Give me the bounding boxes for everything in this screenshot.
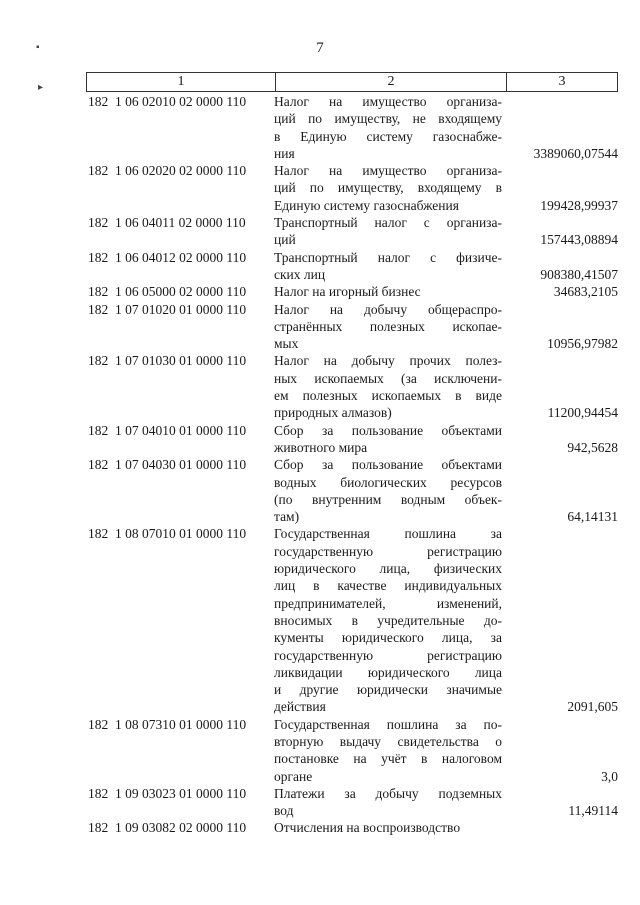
revenue-name-line: Государственная пошлина за по-	[274, 716, 502, 732]
revenue-name-line: вод	[274, 803, 294, 819]
revenue-name	[274, 162, 502, 214]
revenue-name-line: вторную выдачу свидетельства о	[274, 733, 502, 749]
revenue-name-line: Транспортный налог с организа-	[274, 215, 502, 231]
budget-code: 182 1 07 04010 01 0000 110	[88, 422, 247, 438]
revenue-name-line: Единую систему газоснабжения	[274, 197, 459, 213]
revenue-name-line: странённых полезных ископае-	[274, 318, 502, 334]
table-row	[88, 785, 618, 820]
amount-value: 908380,41507	[540, 266, 618, 282]
page-number: 7	[316, 40, 324, 56]
table-row	[88, 283, 618, 300]
amount-value: 157443,08894	[540, 232, 618, 248]
revenue-name-line: Налог на игорный бизнес	[274, 284, 421, 300]
revenue-name-line: ций	[274, 232, 296, 248]
budget-code: 182 1 06 04012 02 0000 110	[88, 249, 247, 265]
budget-table-body	[88, 93, 618, 837]
revenue-name-line: Налог на имущество организа-	[274, 94, 502, 109]
revenue-name	[274, 93, 502, 162]
revenue-name	[274, 819, 502, 836]
table-header	[86, 72, 618, 92]
amount-value: 11200,94454	[547, 405, 618, 421]
table-row	[88, 162, 618, 214]
revenue-name	[274, 525, 502, 715]
revenue-name-line: государственную регистрацию	[274, 647, 502, 663]
table-row	[88, 716, 618, 785]
revenue-name-line: ских лиц	[274, 266, 326, 282]
budget-code: 182 1 08 07310 01 0000 110	[88, 716, 247, 732]
revenue-name-line: Государственная пошлина за	[274, 526, 502, 542]
revenue-name-line: Сбор за пользование объектами	[274, 457, 502, 473]
amount-cell	[502, 162, 618, 214]
amount-value: 942,5628	[567, 439, 618, 455]
revenue-name	[274, 352, 502, 421]
amount-cell	[502, 716, 618, 785]
amount-cell	[502, 422, 618, 457]
budget-code: 182 1 06 02010 02 0000 110	[88, 94, 247, 109]
table-row	[88, 819, 618, 836]
revenue-name	[274, 249, 502, 284]
budget-code: 182 1 09 03023 01 0000 110	[88, 785, 247, 801]
amount-cell	[502, 249, 618, 284]
revenue-name-line: Налог на добычу прочих полез-	[274, 353, 502, 369]
revenue-name	[274, 716, 502, 785]
revenue-name-line: там)	[274, 509, 300, 525]
revenue-name	[274, 422, 502, 457]
amount-cell	[502, 214, 618, 249]
revenue-name	[274, 283, 502, 300]
revenue-name	[274, 214, 502, 249]
revenue-name-line: постановке на учёт в налоговом	[274, 751, 502, 767]
revenue-name-line: ций по имуществу, не входящему	[274, 111, 502, 127]
budget-code: 182 1 07 01020 01 0000 110	[88, 301, 247, 317]
budget-code: 182 1 06 04011 02 0000 110	[88, 215, 246, 231]
revenue-name-line: Транспортный налог с физиче-	[274, 249, 502, 265]
revenue-name-line: ных ископаемых (за исключени-	[274, 370, 502, 386]
revenue-name-line: ций по имуществу, входящему в	[274, 180, 502, 196]
revenue-name-line: водных биологических ресурсов	[274, 474, 502, 490]
amount-cell	[502, 819, 618, 836]
revenue-name-line: предпринимателей, изменений,	[274, 595, 502, 611]
revenue-name	[274, 456, 502, 525]
revenue-name-line: (по внутренним водным объек-	[274, 491, 502, 507]
table-row	[88, 525, 618, 715]
scan-speck: ▸	[38, 82, 44, 93]
revenue-name-line: и другие юридически значимые	[274, 682, 502, 698]
header-col-1: 1	[87, 73, 276, 91]
revenue-name-line: Налог на добычу общераспро-	[274, 301, 502, 317]
revenue-name-line: государственную регистрацию	[274, 543, 502, 559]
revenue-name-line: юридического лица, физических	[274, 561, 502, 577]
table-row	[88, 456, 618, 525]
amount-cell	[502, 785, 618, 820]
amount-cell	[502, 352, 618, 421]
amount-value: 3,0	[601, 768, 618, 784]
revenue-name-line: животного мира	[274, 439, 368, 455]
revenue-name	[274, 301, 502, 353]
amount-cell	[502, 283, 618, 300]
amount-value: 64,14131	[567, 509, 618, 525]
amount-cell	[502, 301, 618, 353]
revenue-name-line: Отчисления на воспроизводство	[274, 820, 461, 836]
table-row	[88, 93, 618, 162]
revenue-name-line: в Единую систему газоснабже-	[274, 128, 502, 144]
table-row	[88, 422, 618, 457]
amount-value: 10956,97982	[547, 336, 618, 352]
revenue-name-line: кументы юридического лица, за	[274, 630, 502, 646]
revenue-name-line: ния	[274, 145, 295, 161]
table-row	[88, 301, 618, 353]
revenue-name	[274, 785, 502, 820]
revenue-name-line: природных алмазов)	[274, 405, 392, 421]
budget-code: 182 1 09 03082 02 0000 110	[88, 820, 247, 836]
amount-value: 11,49114	[568, 803, 618, 819]
revenue-name-line: мых	[274, 336, 299, 352]
amount-value: 3389060,07544	[533, 145, 618, 161]
amount-value: 34683,2105	[553, 284, 618, 300]
amount-value: 2091,605	[567, 699, 618, 715]
amount-cell	[502, 93, 618, 162]
revenue-name-line: лиц в качестве индивидуальных	[274, 578, 502, 594]
amount-value: 199428,99937	[540, 197, 618, 213]
revenue-name-line: органе	[274, 768, 313, 784]
table-row	[88, 214, 618, 249]
header-col-3: 3	[558, 74, 566, 89]
revenue-name-line: ликвидации юридического лица	[274, 664, 502, 680]
budget-code: 182 1 06 02020 02 0000 110	[88, 163, 247, 179]
budget-code: 182 1 07 04030 01 0000 110	[88, 457, 247, 473]
scan-speck: ▪	[36, 42, 40, 53]
revenue-name-line: вносимых в учредительные до-	[274, 612, 502, 628]
amount-cell	[502, 525, 618, 715]
header-col-2: 2	[276, 73, 507, 91]
budget-code: 182 1 06 05000 02 0000 110	[88, 284, 247, 300]
budget-code: 182 1 08 07010 01 0000 110	[88, 526, 247, 542]
table-row	[88, 249, 618, 284]
revenue-name-line: действия	[274, 699, 326, 715]
table-row	[88, 352, 618, 421]
revenue-name-line: Платежи за добычу подземных	[274, 785, 502, 801]
revenue-name-line: Налог на имущество организа-	[274, 163, 502, 179]
revenue-name-line: ем полезных ископаемых в виде	[274, 388, 502, 404]
budget-code: 182 1 07 01030 01 0000 110	[88, 353, 247, 369]
amount-cell	[502, 456, 618, 525]
revenue-name-line: Сбор за пользование объектами	[274, 422, 502, 438]
